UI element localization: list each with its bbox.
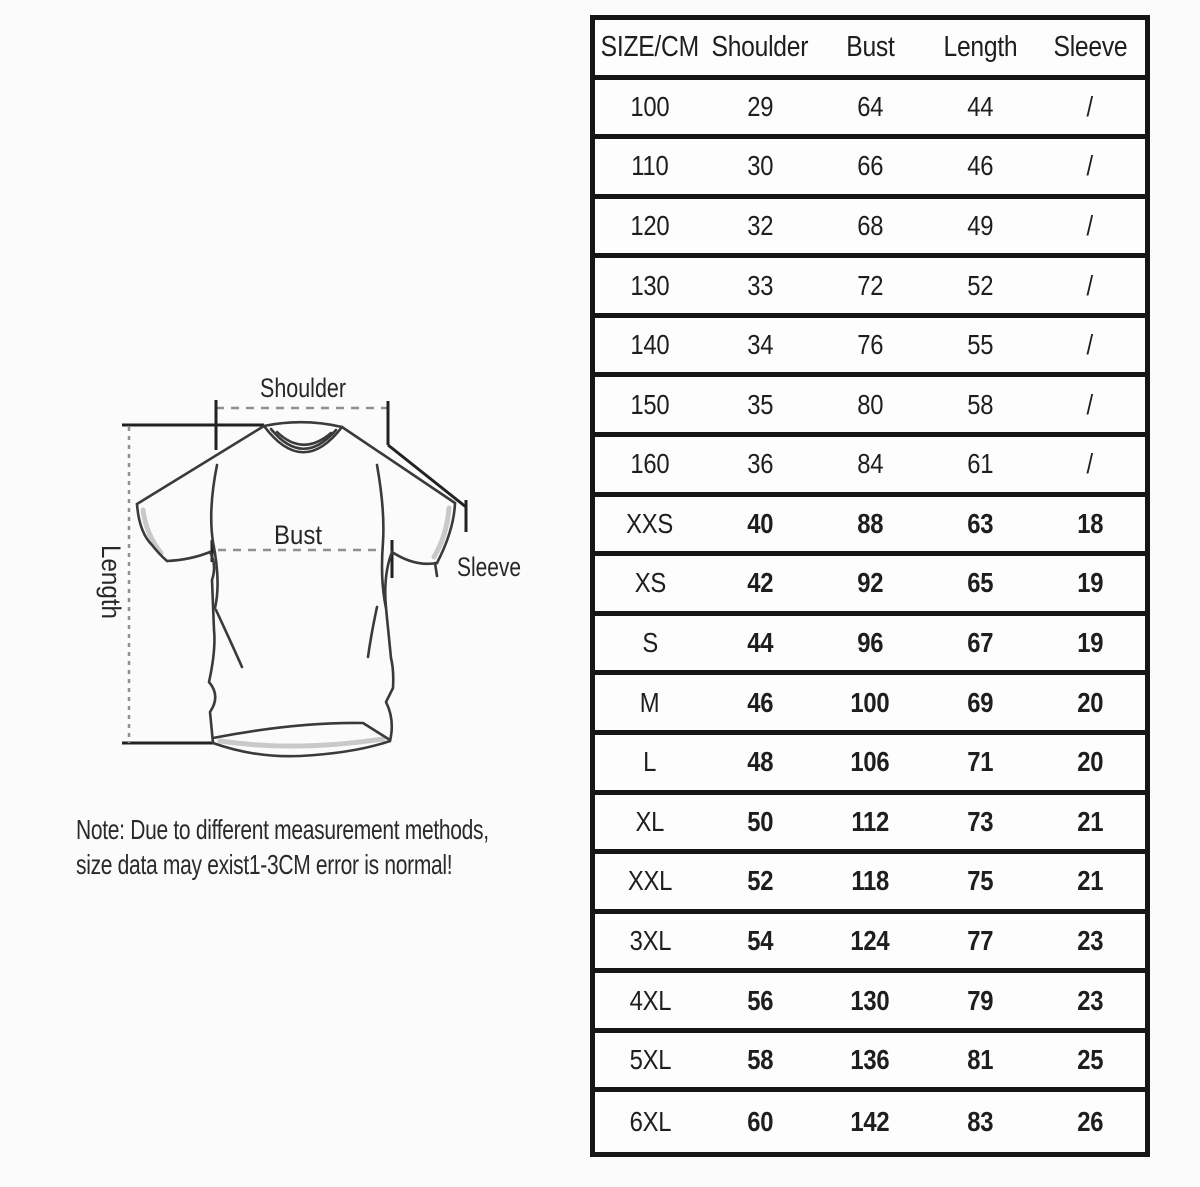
cell-text: 112 (851, 805, 889, 837)
cell-text: / (1086, 269, 1094, 301)
value-cell (705, 318, 815, 373)
value-cell (925, 437, 1035, 492)
cell-text: 88 (857, 507, 883, 539)
cell-text: 106 (850, 746, 890, 778)
cell-text: 83 (967, 1106, 993, 1138)
cell-text: / (1086, 448, 1094, 480)
cell-text: 46 (747, 686, 773, 718)
cell-text: 26 (1077, 1106, 1103, 1138)
value-cell (1035, 437, 1145, 492)
cell-text: 80 (857, 388, 883, 420)
value-cell (1035, 1092, 1145, 1152)
value-cell (925, 854, 1035, 909)
size-label-cell (595, 616, 705, 671)
header-cell (595, 20, 705, 75)
size-label-cell (595, 973, 705, 1028)
value-cell (815, 139, 925, 194)
value-cell (815, 914, 925, 969)
size-label-cell (595, 1092, 705, 1152)
value-cell (815, 80, 925, 135)
value-cell (1035, 258, 1145, 313)
value-cell (815, 735, 925, 790)
cell-text: 142 (850, 1106, 890, 1138)
table-row (595, 914, 1145, 974)
cell-text: 23 (1077, 924, 1103, 956)
cell-text: S (642, 627, 658, 659)
cell-text: 33 (747, 269, 773, 301)
cell-text: 18 (1077, 507, 1103, 539)
cell-text: 32 (747, 210, 773, 242)
header-cell (705, 20, 815, 75)
table-row (595, 556, 1145, 616)
value-cell (705, 854, 815, 909)
table-row (595, 1033, 1145, 1093)
measurement-note (76, 812, 489, 882)
cell-text: / (1086, 329, 1094, 361)
cell-text: / (1086, 388, 1094, 420)
value-cell (815, 675, 925, 730)
cell-text: 75 (967, 865, 993, 897)
value-cell (1035, 139, 1145, 194)
value-cell (815, 199, 925, 254)
value-cell (925, 795, 1035, 850)
cell-text: 150 (630, 388, 670, 420)
value-cell (925, 199, 1035, 254)
cell-text: 65 (967, 567, 993, 599)
value-cell (815, 258, 925, 313)
cell-text: 58 (967, 388, 993, 420)
cell-text: 55 (967, 329, 993, 361)
value-cell (925, 973, 1035, 1028)
cell-text: 6XL (629, 1106, 671, 1138)
cell-text: 79 (967, 984, 993, 1016)
cell-text: 92 (857, 567, 883, 599)
cell-text: 81 (967, 1044, 993, 1076)
value-cell (925, 914, 1035, 969)
cell-text: 73 (967, 805, 993, 837)
value-cell (705, 735, 815, 790)
value-cell (705, 80, 815, 135)
cell-text: 56 (747, 984, 773, 1016)
size-label-cell (595, 497, 705, 552)
cell-text: M (640, 686, 660, 718)
cell-text: 3XL (629, 924, 671, 956)
table-row (595, 199, 1145, 259)
cell-text: 54 (747, 924, 773, 956)
size-table (590, 15, 1150, 1157)
value-cell (1035, 80, 1145, 135)
value-cell (925, 735, 1035, 790)
cell-text: 49 (967, 210, 993, 242)
table-row (595, 258, 1145, 318)
hem-shade (220, 739, 383, 746)
cell-text: 58 (747, 1044, 773, 1076)
cell-text: 44 (747, 627, 773, 659)
sleeve-measure-line (388, 445, 466, 507)
cell-text: 52 (967, 269, 993, 301)
cell-text: 40 (747, 507, 773, 539)
cell-text: 96 (857, 627, 883, 659)
cell-text: 68 (857, 210, 883, 242)
cell-text: 63 (967, 507, 993, 539)
size-label-cell (595, 139, 705, 194)
cell-text: 160 (630, 448, 670, 480)
cell-text: 100 (850, 686, 890, 718)
cell-text: 50 (747, 805, 773, 837)
cell-text: 19 (1077, 567, 1103, 599)
value-cell (1035, 377, 1145, 432)
table-row (595, 497, 1145, 557)
value-cell (815, 556, 925, 611)
cell-text: 140 (630, 329, 670, 361)
cell-text: Bust (845, 30, 895, 63)
cell-text: 64 (857, 90, 883, 122)
cell-text: 36 (747, 448, 773, 480)
cell-text: 52 (747, 865, 773, 897)
cell-text: 30 (747, 150, 773, 182)
tshirt-outline (137, 422, 455, 756)
cell-text: 42 (747, 567, 773, 599)
cell-text: 20 (1077, 746, 1103, 778)
value-cell (705, 973, 815, 1028)
cell-text: / (1086, 210, 1094, 242)
value-cell (705, 437, 815, 492)
value-cell (925, 1092, 1035, 1152)
cell-text: 130 (850, 984, 890, 1016)
value-cell (925, 318, 1035, 373)
value-cell (1035, 497, 1145, 552)
cell-text: 67 (967, 627, 993, 659)
cell-text: 48 (747, 746, 773, 778)
value-cell (815, 437, 925, 492)
table-row (595, 616, 1145, 676)
value-cell (1035, 795, 1145, 850)
value-cell (815, 1033, 925, 1088)
cell-text: 21 (1077, 805, 1103, 837)
cell-text: 72 (857, 269, 883, 301)
value-cell (925, 139, 1035, 194)
size-label-cell (595, 914, 705, 969)
value-cell (705, 199, 815, 254)
value-cell (705, 1033, 815, 1088)
right-sleeve-shade (434, 508, 449, 557)
value-cell (1035, 973, 1145, 1028)
table-row (595, 318, 1145, 378)
size-label-cell (595, 556, 705, 611)
value-cell (925, 377, 1035, 432)
value-cell (705, 258, 815, 313)
cell-text: 29 (747, 90, 773, 122)
cell-text: 23 (1077, 984, 1103, 1016)
cell-text: XS (634, 567, 666, 599)
cell-text: SIZE/CM (600, 30, 700, 63)
size-label-cell (595, 318, 705, 373)
table-row (595, 795, 1145, 855)
size-label-cell (595, 1033, 705, 1088)
value-cell (925, 616, 1035, 671)
note-line-1: Note: Due to different measurement methods, (76, 814, 489, 845)
cell-text: 66 (857, 150, 883, 182)
cell-text: 110 (631, 150, 669, 182)
cell-text: 60 (747, 1106, 773, 1138)
size-label-cell (595, 437, 705, 492)
cell-text: 124 (850, 924, 890, 956)
value-cell (705, 795, 815, 850)
cell-text: 4XL (629, 984, 671, 1016)
value-cell (705, 675, 815, 730)
note-line-2: size data may exist1-3CM error is normal! (76, 849, 453, 880)
cell-text: XXS (626, 507, 674, 539)
value-cell (815, 795, 925, 850)
value-cell (925, 497, 1035, 552)
value-cell (925, 258, 1035, 313)
table-row (595, 1092, 1145, 1152)
cell-text: L (643, 746, 657, 778)
cell-text: 76 (857, 329, 883, 361)
value-cell (1035, 914, 1145, 969)
table-row (595, 377, 1145, 437)
cell-text: 77 (967, 924, 993, 956)
value-cell (1035, 735, 1145, 790)
header-cell (1035, 20, 1145, 75)
value-cell (925, 1033, 1035, 1088)
value-cell (925, 675, 1035, 730)
length-label: Length (96, 545, 126, 628)
cell-text: 130 (630, 269, 670, 301)
cell-text: Shoulder (711, 30, 809, 63)
value-cell (705, 497, 815, 552)
value-cell (705, 616, 815, 671)
cell-text: 34 (747, 329, 773, 361)
value-cell (705, 556, 815, 611)
header-cell (925, 20, 1035, 75)
table-row (595, 675, 1145, 735)
value-cell (1035, 318, 1145, 373)
cell-text: / (1086, 150, 1094, 182)
value-cell (1035, 616, 1145, 671)
cell-text: XL (635, 805, 665, 837)
cell-text: Length (943, 30, 1017, 63)
size-label-cell (595, 80, 705, 135)
cell-text: / (1086, 90, 1094, 122)
header-cell (815, 20, 925, 75)
size-label-cell (595, 735, 705, 790)
table-row (595, 973, 1145, 1033)
sleeve-label: Sleeve (457, 552, 521, 582)
cell-text: 61 (967, 448, 993, 480)
cell-text: 69 (967, 686, 993, 718)
cell-text: 44 (967, 90, 993, 122)
table-row (595, 80, 1145, 140)
tshirt-measurement-diagram (55, 360, 535, 790)
size-label-cell (595, 199, 705, 254)
cell-text: 84 (857, 448, 883, 480)
size-label-cell (595, 795, 705, 850)
value-cell (1035, 854, 1145, 909)
value-cell (925, 556, 1035, 611)
cell-text: 100 (630, 90, 670, 122)
size-label-cell (595, 854, 705, 909)
table-row (595, 139, 1145, 199)
size-label-cell (595, 258, 705, 313)
cell-text: 25 (1077, 1044, 1103, 1076)
table-row (595, 437, 1145, 497)
value-cell (815, 616, 925, 671)
value-cell (815, 377, 925, 432)
size-label-cell (595, 377, 705, 432)
cell-text: 5XL (629, 1044, 671, 1076)
value-cell (815, 854, 925, 909)
cell-text: 118 (851, 865, 889, 897)
table-header-row (595, 20, 1145, 80)
cell-text: XXL (627, 865, 673, 897)
value-cell (1035, 556, 1145, 611)
size-label-cell (595, 675, 705, 730)
value-cell (815, 318, 925, 373)
value-cell (815, 1092, 925, 1152)
cell-text: 136 (850, 1044, 890, 1076)
cell-text: 20 (1077, 686, 1103, 718)
value-cell (705, 1092, 815, 1152)
value-cell (925, 80, 1035, 135)
value-cell (705, 139, 815, 194)
value-cell (1035, 1033, 1145, 1088)
value-cell (1035, 199, 1145, 254)
value-cell (815, 497, 925, 552)
value-cell (815, 973, 925, 1028)
shoulder-label: Shoulder (260, 373, 346, 403)
cell-text: 35 (747, 388, 773, 420)
bust-label: Bust (274, 520, 323, 550)
table-row (595, 854, 1145, 914)
cell-text: 46 (967, 150, 993, 182)
cell-text: 19 (1077, 627, 1103, 659)
cell-text: 21 (1077, 865, 1103, 897)
value-cell (1035, 675, 1145, 730)
cell-text: Sleeve (1053, 30, 1127, 63)
value-cell (705, 914, 815, 969)
value-cell (705, 377, 815, 432)
cell-text: 71 (967, 746, 993, 778)
cell-text: 120 (630, 210, 670, 242)
table-row (595, 735, 1145, 795)
